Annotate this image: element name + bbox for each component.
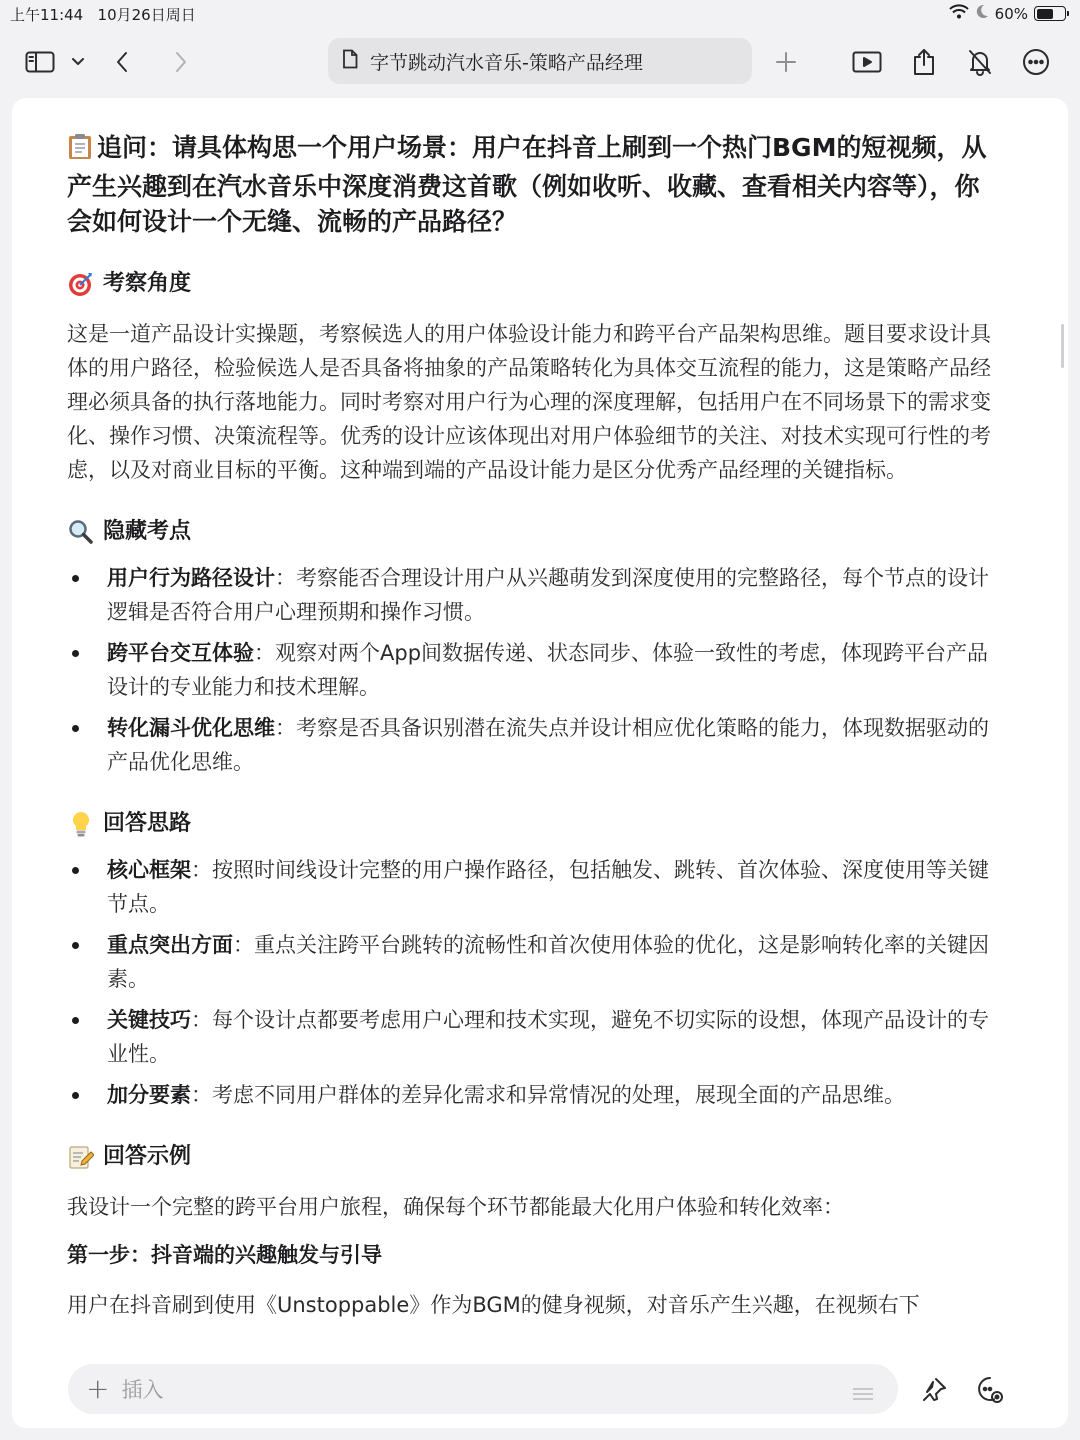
list-item: 核心框架：按照时间线设计完整的用户操作路径，包括触发、跳转、首次体验、深度使用等关键节点。 [67, 853, 1002, 921]
battery-icon [1034, 6, 1066, 21]
list-item: 用户行为路径设计：考察能否合理设计用户从兴趣萌发到深度使用的完整路径，每个节点的设计逻辑是否符合用户心理预期和操作习惯。 [67, 561, 1002, 629]
new-tab-icon[interactable] [770, 46, 802, 78]
memo-icon [67, 1143, 95, 1171]
list-item: 转化漏斗优化思维：考察是否具备识别潜在流失点并设计相应优化策略的能力，体现数据驱动的产品优化思维。 [67, 711, 1002, 779]
forward-icon[interactable] [165, 46, 197, 78]
example-intro: 我设计一个完整的跨平台用户旅程，确保每个环节都能最大化用户体验和转化效率： [67, 1195, 844, 1219]
battery-percent: 60% [994, 4, 1028, 23]
status-bar [0, 0, 1080, 28]
pin-icon[interactable] [918, 1374, 950, 1406]
magnifier-icon [67, 518, 95, 546]
chat-settings-icon[interactable] [974, 1374, 1006, 1406]
status-right [949, 4, 1066, 23]
example-step1-text: 用户在抖音刷到使用《Unstoppable》作为BGM的健身视频，对音乐产生兴趣，在视频右下 [67, 1293, 920, 1317]
address-bar[interactable] [328, 38, 752, 84]
notifications-off-icon[interactable] [964, 46, 996, 78]
list-item: 重点突出方面：重点关注跨平台跳转的流畅性和首次使用体验的优化，这是影响转化率的关键因素。 [67, 928, 1002, 996]
play-video-icon[interactable] [851, 46, 883, 78]
list-item: 加分要素：考虑不同用户群体的差异化需求和异常情况的处理，展现全面的产品思维。 [67, 1078, 1002, 1112]
menu-lines-icon[interactable] [852, 1382, 874, 1406]
wifi-icon [949, 4, 969, 23]
share-icon[interactable] [908, 46, 940, 78]
article-content [67, 130, 1002, 1322]
focus-moon-icon [975, 4, 989, 23]
plus-icon[interactable]: + [86, 1372, 110, 1405]
example-step1-title: 第一步：抖音端的兴趣触发与引导 [67, 1243, 382, 1267]
section-angle-heading: 考察角度 [67, 269, 1002, 299]
back-icon[interactable] [106, 46, 138, 78]
section-angle-body: 这是一道产品设计实操题，考察候选人的用户体验设计能力和跨平台产品架构思维。题目要求设计具体的用户路径，检验候选人是否具备将抽象的产品策略转化为具体交互流程的能力，这是策略产品经理必须具备的执行落地能力。同时考察对用户行为心理的深度理解，包括用户在不同场景下的需求变化、操作习惯、决策流程等。优秀的设计应该体现出对用户体验细节的关注、对技术实现可行性的考虑，以及对商业目标的平衡。这种端到端的产品设计能力是区分优秀产品经理的关键指标。 [67, 322, 991, 482]
more-icon[interactable] [1020, 46, 1052, 78]
lightbulb-icon [67, 810, 95, 838]
document-card [12, 98, 1068, 1428]
section-approach-heading: 回答思路 [67, 809, 1002, 839]
section-example-heading: 回答示例 [67, 1142, 1002, 1172]
insert-placeholder: 插入 [121, 1378, 164, 1402]
status-time: 上午11:44 10月26日周日 [10, 6, 196, 24]
browser-toolbar [0, 36, 1080, 88]
clipboard-icon [67, 132, 93, 169]
section-hidden-heading: 隐藏考点 [67, 517, 1002, 547]
status-date: 10月26日周日 [97, 6, 196, 24]
list-item: 跨平台交互体验：观察对两个App间数据传递、状态同步、体验一致性的考虑，体现跨平台产品设计的专业能力和技术理解。 [67, 636, 1002, 704]
chevron-down-icon[interactable] [62, 46, 94, 78]
document-icon [342, 49, 358, 74]
target-icon [67, 270, 95, 298]
list-item: 关键技巧：每个设计点都要考虑用户心理和技术实现，避免不切实际的设想，体现产品设计的专业性。 [67, 1003, 1002, 1071]
sidebar-toggle-icon[interactable] [24, 46, 56, 78]
question-heading: 追问：请具体构思一个用户场景：用户在抖音上刷到一个热门BGM的短视频，从产生兴趣到在汽水音乐中深度消费这首歌（例如收听、收藏、查看相关内容等），你会如何设计一个无缝、流畅的产品路径？ [67, 133, 987, 236]
tab-title: 字节跳动汽水音乐-策略产品经理 [370, 51, 643, 74]
insert-input[interactable] [68, 1364, 898, 1414]
approach-list [67, 853, 1002, 1112]
scroll-indicator[interactable] [1061, 324, 1064, 368]
hidden-points-list [67, 561, 1002, 779]
